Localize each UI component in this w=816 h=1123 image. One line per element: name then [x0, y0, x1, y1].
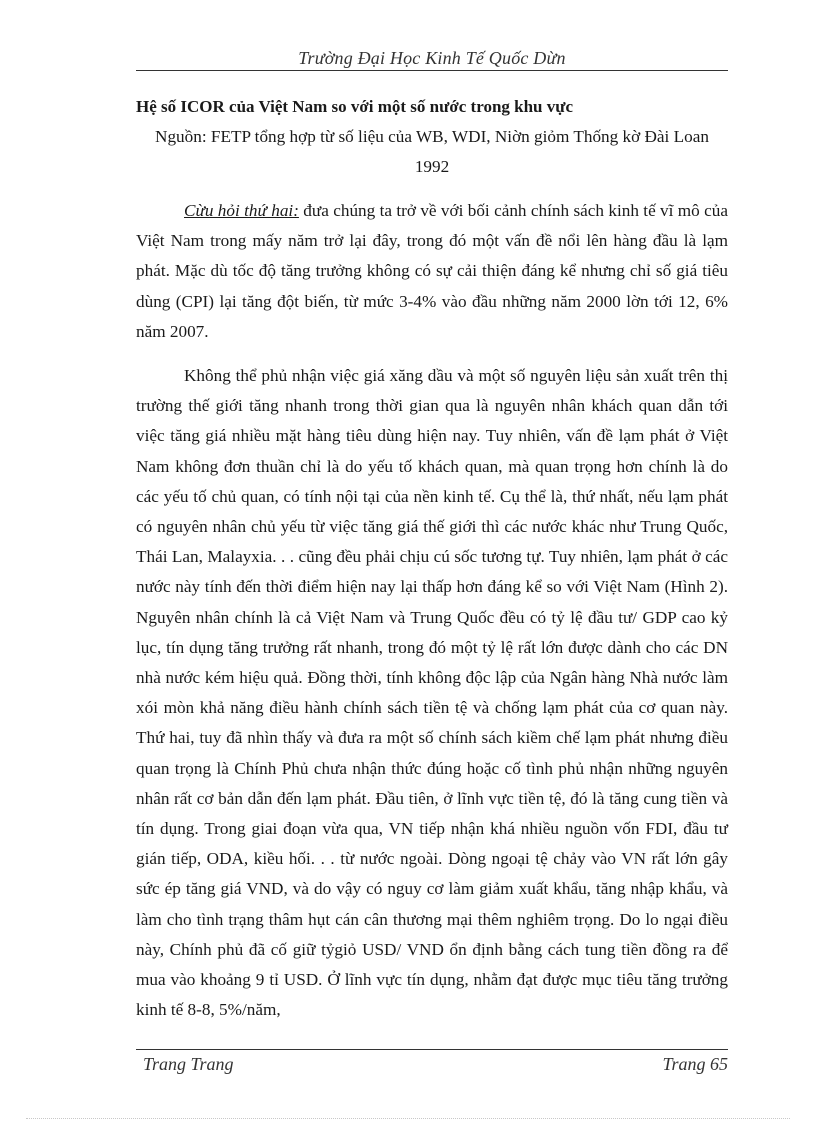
page-header-title: Trường Đại Học Kinh Tế Quốc Dừn — [298, 48, 566, 68]
paragraph-question-two — [136, 196, 728, 347]
question-label: Cừu hỏi thứ hai: — [184, 201, 299, 220]
page-number: Trang 65 — [662, 1054, 728, 1074]
table-caption-title: Hệ số ICOR của Việt Nam so với một số nước trong khu vực — [136, 97, 574, 116]
page-content — [136, 92, 728, 1025]
header-divider — [136, 70, 728, 71]
paragraph-inflation-causes: Không thể phủ nhận việc giá xăng dầu và một số nguyên liệu sản xuất trên thị trường thế giới tăng nhanh trong thời gian qua là nguyên nhân khách quan dẫn tới việc tăng giá nhiều mặt hàng tiêu dùng hiện nay. Tuy nhiên, vấn đề lạm phát ở Việt Nam không đơn thuần chỉ là do yếu tố khách quan, mà quan trọng hơn chính là do các yếu tố chủ quan, có tính nội tại của nền kinh tế. Cụ thể là, thứ nhất, nếu lạm phát có nguyên nhân chủ yếu từ việc tăng giá thế giới thì các nước khác như Trung Quốc, Thái Lan, Malayxia. . . cũng đều phải chịu cú sốc tương tự. Tuy nhiên, lạm phát ở các nước này tính đến thời điểm hiện nay lại thấp hơn đáng kể so với Việt Nam (Hình 2). Nguyên nhân chính là cả Việt Nam và Trung Quốc đều có tỷ lệ đầu tư/ GDP cao kỷ lục, tín dụng tăng trưởng rất nhanh, trong đó một tỷ lệ rất lớn được dành cho các DN nhà nước kém hiệu quả. Đồng thời, tính không độc lập của Ngân hàng Nhà nước làm xói mòn khả năng điều hành chính sách tiền tệ và chống lạm phát của cơ quan này. Thứ hai, tuy đã nhìn thấy và đưa ra một số chính sách kiềm chế lạm phát nhưng điều quan trọng là Chính Phủ chưa nhận thức đúng hoặc cố tình phủ nhận những nguyên nhân rất cơ bản dẫn đến lạm phát. Đầu tiên, ở lĩnh vực tiền tệ, đó là tăng cung tiền và tín dụng. Trong giai đoạn vừa qua, VN tiếp nhận khá nhiều nguồn vốn FDI, đầu tư gián tiếp, ODA, kiều hối. . . từ nước ngoài. Dòng ngoại tệ chảy vào VN rất lớn gây sức ép tăng giá VND, và do vậy có nguy cơ làm giảm xuất khẩu, tăng nhập khẩu, và làm cho tình trạng thâm hụt cán cân thương mại thêm nghiêm trọng. Do lo ngại điều này, Chính phủ đã cố giữ tỷgiỏ USD/ VND ổn định bằng cách tung tiền đồng ra để mua vào khoảng 9 tỉ USD. Ở lĩnh vực tín dụng, nhằm đạt được mục tiêu tăng trưởng kinh tế 8-8, 5%/năm, — [136, 366, 728, 1020]
footer-left-text: Trang Trang — [143, 1054, 234, 1074]
table-caption-source: Nguồn: FETP tổng hợp từ số liệu của WB, WDI, Niờn giỏm Thống kờ Đài Loan 1992 — [155, 127, 709, 176]
page-bottom-border — [26, 1118, 790, 1119]
footer-divider — [136, 1049, 728, 1050]
paragraph-question-two-text: đưa chúng ta trở về với bối cảnh chính sách kinh tế vĩ mô của Việt Nam trong mấy năm trở lại đây, trong đó một vấn đề nổi lên hàng đầu là lạm phát. Mặc dù tốc độ tăng trưởng không có sự cải thiện đáng kể nhưng chỉ số giá tiêu dùng (CPI) lại tăng đột biến, từ mức 3-4% vào đầu những năm 2000 lờn tới 12, 6% năm 2007. — [136, 201, 728, 341]
